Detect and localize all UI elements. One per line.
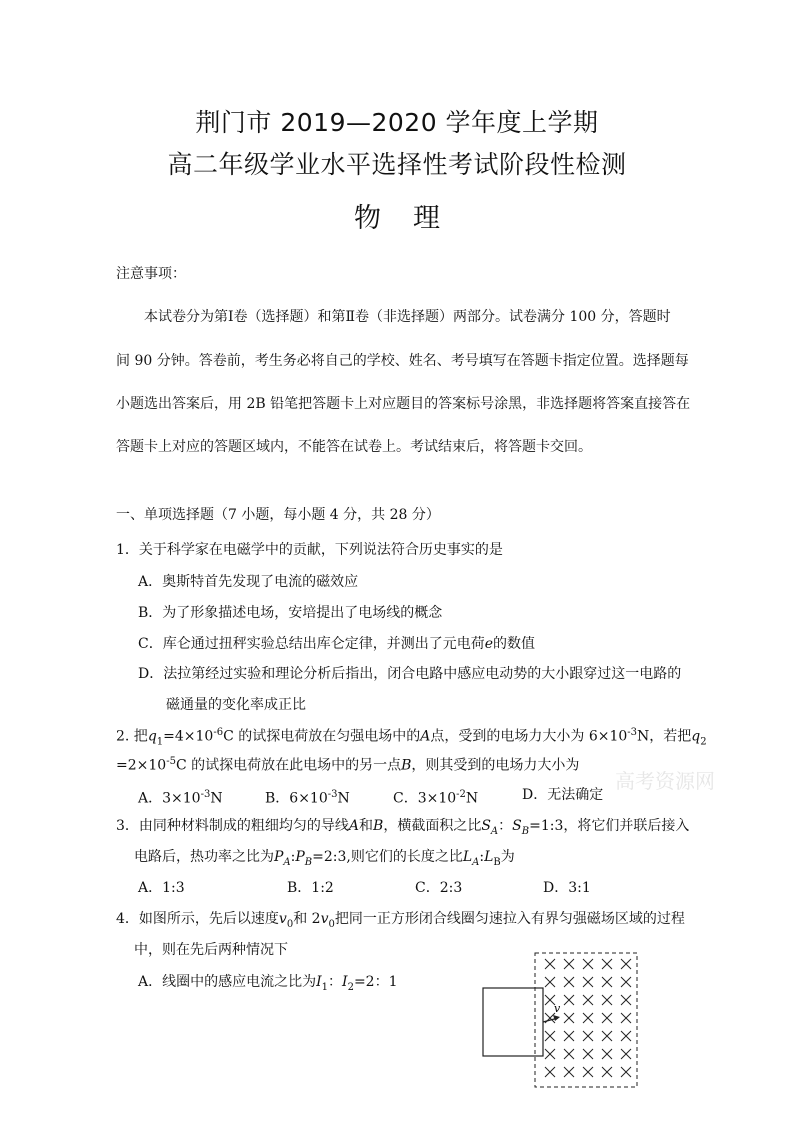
field-cross-icon <box>583 959 593 969</box>
q3-t6: 电路后，热功率之比为 <box>134 849 274 865</box>
field-cross-icon <box>621 1031 631 1041</box>
field-cross-icon <box>564 995 574 1005</box>
q4-a-t3: =2：1 <box>353 974 398 990</box>
field-cross-icon <box>564 1049 574 1059</box>
q2-a-t2: N <box>210 790 223 807</box>
q2-var-a: A <box>420 728 431 745</box>
q4-a-t2: ： <box>328 974 343 990</box>
watermark: 高考资源网 <box>615 769 715 793</box>
field-cross-icon <box>583 1049 593 1059</box>
field-cross-icon <box>545 1031 555 1041</box>
q1-option-c-text2: 的数值 <box>493 636 536 652</box>
q3-var-p2: P <box>295 849 305 865</box>
q3-sub5: A <box>472 856 480 868</box>
velocity-label: v <box>554 1002 561 1015</box>
q2-var-b: B <box>401 757 412 774</box>
field-cross-icon <box>545 959 555 969</box>
q3-sub1: A <box>490 825 499 837</box>
q4-t1: 4．如图所示，先后以速度 <box>116 911 279 927</box>
q3-t7: : <box>290 849 296 865</box>
notice-line-1: 本试卷分为第Ⅰ卷（选择题）和第Ⅱ卷（非选择题）两部分。试卷满分 100 分，答题时 <box>144 309 671 325</box>
field-cross-icon <box>621 959 631 969</box>
q3-option-d: D．3:1 <box>543 880 591 896</box>
q4-sub1: 0 <box>286 918 294 930</box>
notice-heading: 注意事项： <box>116 266 186 282</box>
q4-var-i2: I <box>342 974 348 990</box>
q1-option-c-var: e <box>484 636 494 652</box>
q2-c-sup: -2 <box>456 789 466 800</box>
q2-option-b <box>265 785 350 809</box>
q2-a-sup: -3 <box>200 789 211 800</box>
q3-var-l1: L <box>462 849 473 865</box>
exam-title-line1: 荆门市 2019—2020 学年度上学期 <box>195 108 599 137</box>
section-heading: 一、单项选择题（7 小题，每小题 4 分，共 28 分） <box>116 507 440 523</box>
field-cross-icon <box>621 1067 631 1077</box>
field-cross-icon <box>583 1067 593 1077</box>
q2-t6: =2×10 <box>116 757 167 774</box>
q2-t2: =4×10 <box>163 728 214 745</box>
q3-sub6: B <box>493 856 501 868</box>
q2-t5: N，若把 <box>637 728 692 745</box>
square-coil <box>483 988 543 1056</box>
q3-var-a: A <box>348 818 360 834</box>
q1-option-a: A．奥斯特首先发现了电流的磁效应 <box>138 574 359 590</box>
q1-option-c-text: C．库仑通过扭秤实验总结出库仑定律，并测出了元电荷 <box>138 636 485 652</box>
field-cross-icon <box>621 1013 631 1023</box>
q3-var-s2: S <box>512 818 522 834</box>
q4-var-v2: v <box>320 911 329 927</box>
q2-stem-line2 <box>116 752 579 776</box>
q2-sub3: 2 <box>700 736 707 748</box>
field-cross-icon <box>545 977 555 987</box>
q4-sub2: 0 <box>328 918 335 930</box>
q3-t9: : <box>479 849 485 865</box>
q4-t3: 把同一正方形闭合线圈匀速拉入有界匀强磁场区域的过程 <box>334 911 685 927</box>
q3-t1: 3．由同种材料制成的粗细均匀的导线 <box>116 818 349 834</box>
field-cross-icon <box>545 1067 555 1077</box>
q4-var-v1: v <box>278 911 287 927</box>
q4-var-i1: I <box>316 974 322 990</box>
q3-var-l2: L <box>484 849 494 865</box>
q2-t7: C 的试探电荷放在此电场中的另一点 <box>175 757 402 774</box>
notice-line-2: 间 90 分钟。答卷前，考生务必将自己的学校、姓名、考号填写在答题卡指定位置。选择题每 <box>116 353 689 369</box>
field-cross-icon <box>621 1049 631 1059</box>
q2-b-t1: B．6×10 <box>265 790 328 807</box>
q2-t1: 2. 把 <box>116 728 148 745</box>
field-cross-icon <box>602 959 612 969</box>
q2-sup3: -5 <box>166 756 176 767</box>
q3-t5: =1:3，将它们并联后接入 <box>529 818 690 834</box>
q2-t4: 点，受到的电场力大小为 6×10 <box>430 728 628 745</box>
q3-sub2: B <box>521 825 530 837</box>
q2-option-d: D．无法确定 <box>522 787 604 803</box>
q2-t3: C 的试探电荷放在匀强电场中的 <box>223 728 421 745</box>
q2-a-t1: A．3×10 <box>138 790 201 807</box>
field-cross-icon <box>583 1031 593 1041</box>
field-cross-icon <box>583 995 593 1005</box>
notice-line-3: 小题选出答案后，用 2B 铅笔把答题卡上对应题目的答案标号涂黑，非选择题将答案直接答在 <box>116 396 691 412</box>
field-cross-icon <box>621 977 631 987</box>
q4-t2: 和 2 <box>293 911 321 927</box>
q2-stem-line1 <box>116 723 707 752</box>
q2-var-q1: q <box>147 728 157 745</box>
q4-stem-line2: 中，则在先后两种情况下 <box>134 942 288 958</box>
q3-t2: 和 <box>359 818 374 834</box>
q3-stem-line2 <box>134 847 515 873</box>
q3-t8: =2:3,则它们的长度之比 <box>312 849 463 865</box>
notice-line-4: 答题卡上对应的答题区域内，不能答在试卷上。考试结束后，将答题卡交回。 <box>116 439 592 455</box>
q1-option-d-line2: 磁通量的变化率成正比 <box>166 697 306 713</box>
q3-var-p1: P <box>274 849 284 865</box>
q2-sup2: -3 <box>627 727 638 738</box>
q4-stem-line1 <box>116 909 685 935</box>
field-cross-icon <box>583 1013 593 1023</box>
q3-sub4: B <box>304 856 313 868</box>
q2-option-c <box>393 785 478 809</box>
field-cross-icon <box>621 995 631 1005</box>
field-cross-icon <box>564 1031 574 1041</box>
q1-option-b: B．为了形象描述电场，安培提出了电场线的概念 <box>138 605 443 621</box>
field-cross-icon <box>602 1013 612 1023</box>
q2-c-t1: C．3×10 <box>393 790 457 807</box>
q2-c-t2: N <box>465 790 479 807</box>
subject-title: 物理 <box>354 203 472 234</box>
field-cross-icon <box>564 977 574 987</box>
field-cross-icon <box>602 1067 612 1077</box>
field-cross-icon <box>602 995 612 1005</box>
q3-stem-line1 <box>116 816 689 842</box>
field-cross-icon <box>602 1031 612 1041</box>
field-cross-icon <box>602 1049 612 1059</box>
q4-sub4: 2 <box>347 981 354 993</box>
q1-option-c <box>138 634 535 654</box>
q3-t3: ，横截面积之比 <box>383 818 482 834</box>
field-cross-icon <box>583 977 593 987</box>
q4-sub3: 1 <box>321 981 329 993</box>
field-cross-icon <box>564 1013 574 1023</box>
q3-sub3: A <box>283 856 291 868</box>
field-cross-icon <box>564 1067 574 1077</box>
q3-option-b: B．1:2 <box>287 880 334 896</box>
field-cross-icon <box>602 977 612 987</box>
q2-sup1: -6 <box>213 727 224 738</box>
q1-option-d-line1: D．法拉第经过实验和理论分析后指出，闭合电路中感应电动势的大小跟穿过这一电路的 <box>138 666 682 682</box>
q4-option-a <box>138 972 397 998</box>
magnetic-field-figure <box>478 950 648 1090</box>
q1-stem: 1．关于科学家在电磁学中的贡献，下列说法符合历史事实的是 <box>116 542 503 558</box>
q3-var-b: B <box>373 818 384 834</box>
q2-b-sup: -3 <box>327 789 338 800</box>
q2-t8: ，则其受到的电场力大小为 <box>411 757 580 774</box>
q2-option-a <box>138 785 223 809</box>
velocity-arrowhead <box>553 1015 560 1021</box>
q2-var-q2: q <box>691 728 701 745</box>
q2-b-t2: N <box>337 790 350 807</box>
exam-title-line2: 高二年级学业水平选择性考试阶段性检测 <box>167 150 627 179</box>
field-cross-icon <box>545 1049 555 1059</box>
q3-t4: ： <box>498 818 513 834</box>
q3-t10: 为 <box>500 849 515 865</box>
field-cross-icon <box>564 959 574 969</box>
q4-a-t1: A．线圈中的感应电流之比为 <box>138 974 317 990</box>
q3-option-a: A．1:3 <box>138 880 185 896</box>
q3-option-c: C．2:3 <box>415 880 463 896</box>
q2-sub1: 1 <box>156 736 164 748</box>
q3-var-s1: S <box>481 818 491 834</box>
